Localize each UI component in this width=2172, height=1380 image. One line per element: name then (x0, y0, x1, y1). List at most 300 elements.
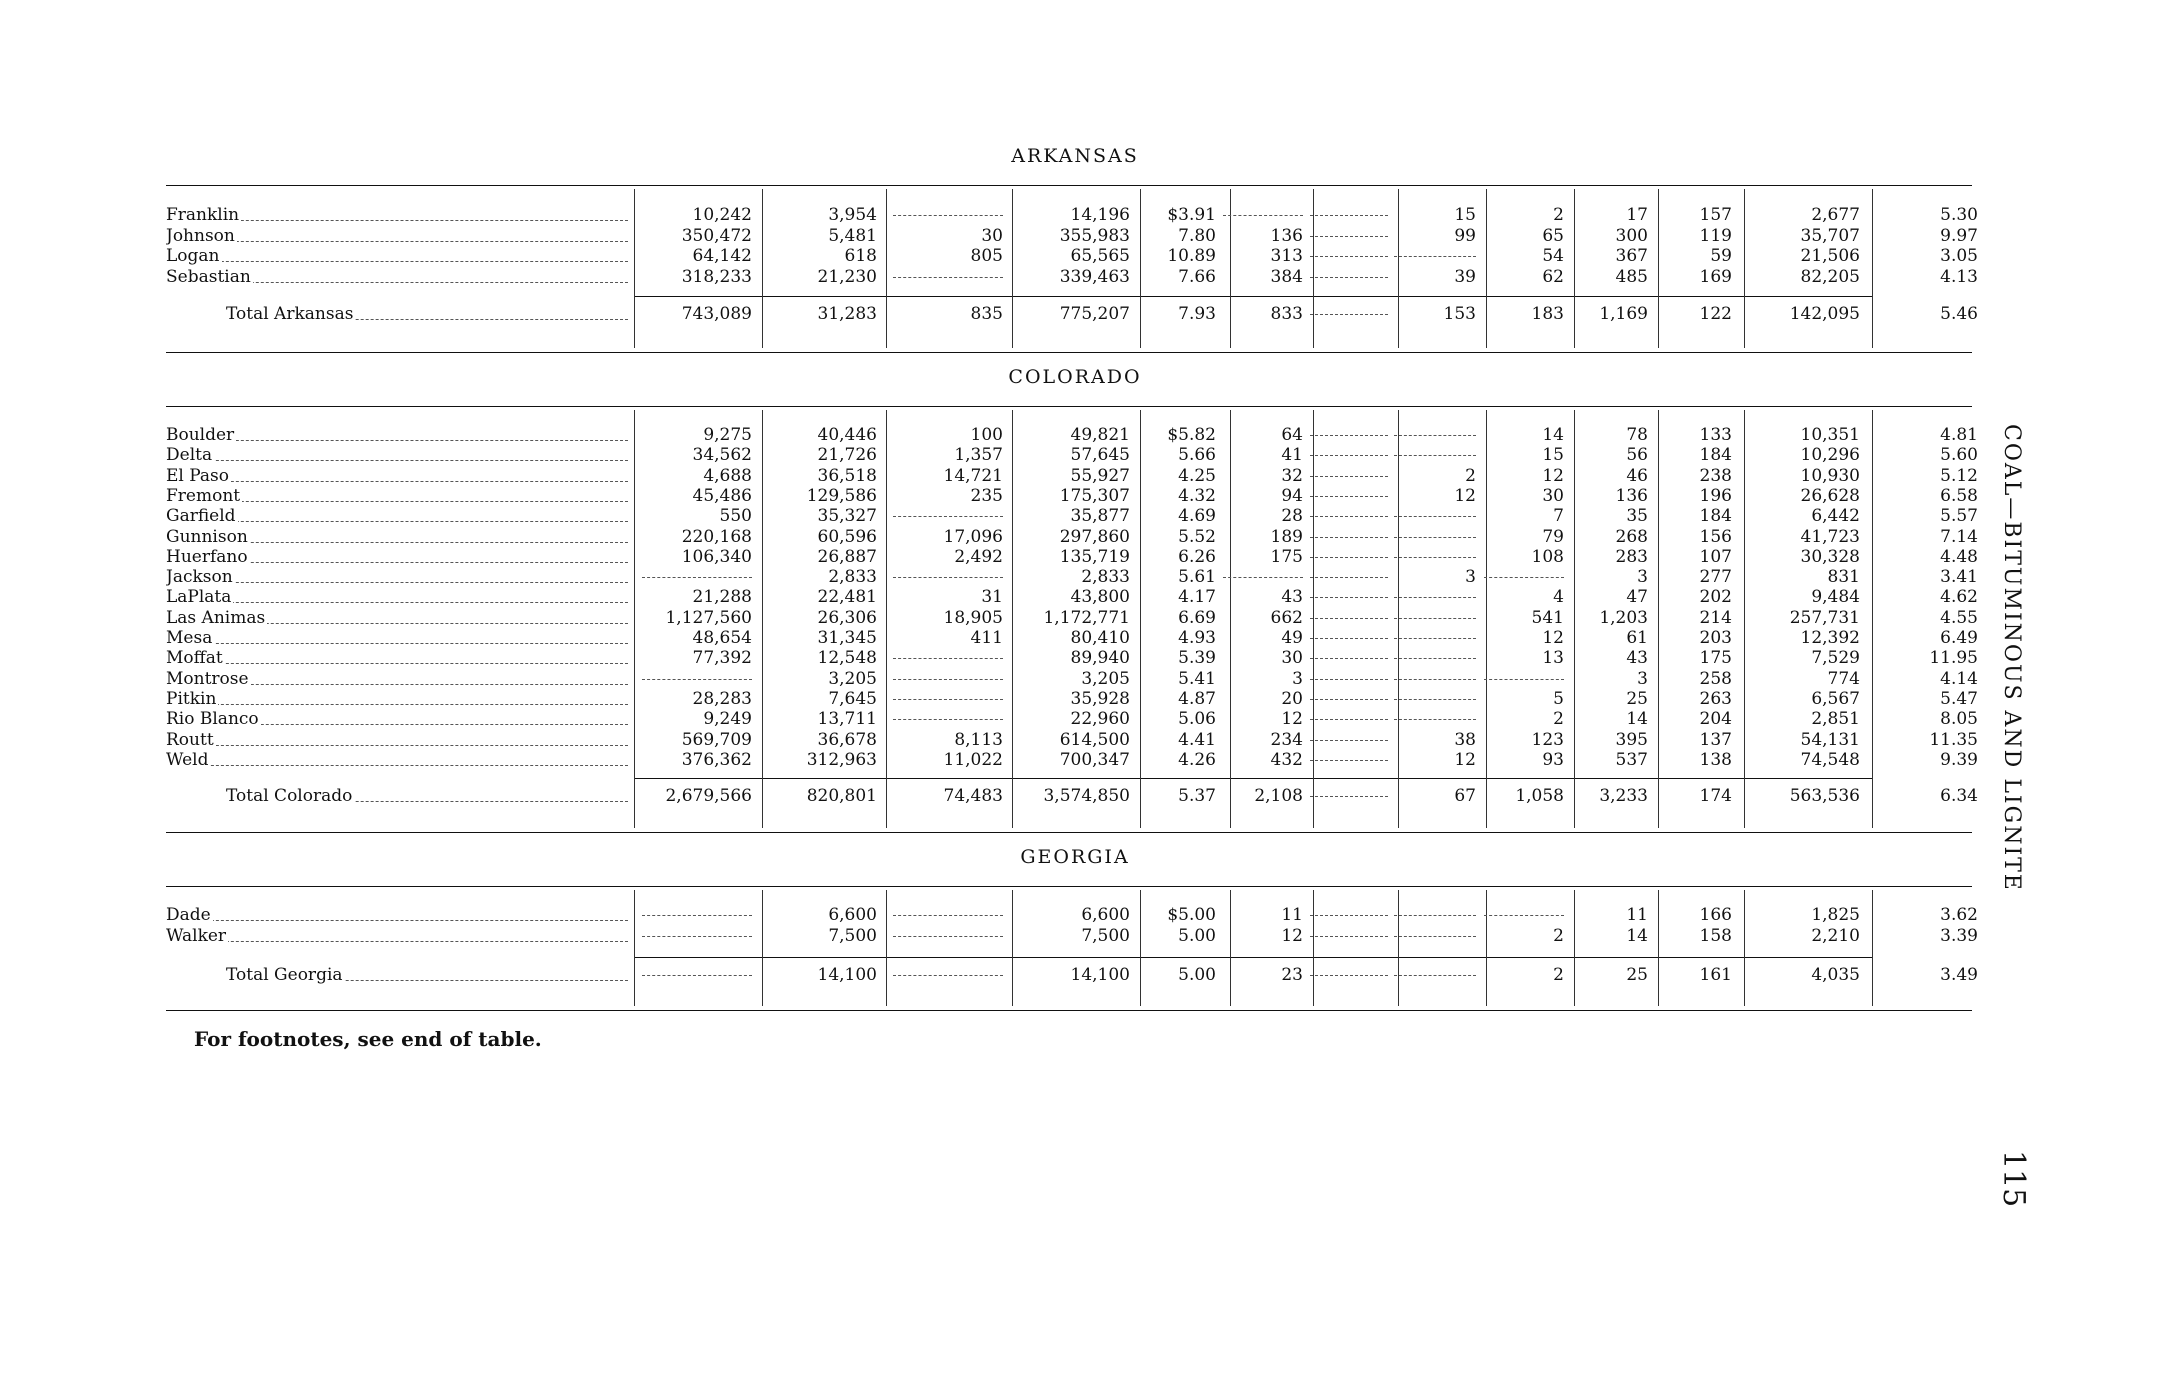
county-name (166, 669, 634, 689)
table-cell: 9,275 (703, 425, 752, 445)
table-cell: 26,628 (1800, 485, 1860, 506)
empty-cell-leader (642, 679, 752, 680)
county-name (166, 425, 634, 445)
total-label (226, 786, 634, 806)
table-cell: 662 (1270, 607, 1303, 628)
table-cell: 268 (1615, 526, 1648, 547)
empty-cell-leader (1394, 975, 1476, 976)
table-cell (1394, 445, 1476, 465)
table-cell: 25 (1626, 965, 1648, 985)
table-cell (1310, 246, 1388, 266)
section-top-rule (166, 406, 1972, 407)
table-cell: 17 (1626, 205, 1648, 225)
table-cell: 4.62 (1940, 587, 1978, 608)
table-cell: 64 (1281, 425, 1303, 445)
table-cell: 55,927 (1070, 465, 1130, 486)
table-cell: 119 (1699, 225, 1732, 246)
table-cell: 6.69 (1178, 607, 1216, 628)
table-cell (1394, 648, 1476, 668)
table-cell: 36,678 (817, 729, 877, 750)
total-label (226, 965, 634, 985)
county-row (0, 608, 2172, 628)
table-cell: 3.49 (1940, 965, 1978, 985)
county-name-text: Montrose (166, 668, 249, 689)
table-cell: 142,095 (1789, 304, 1860, 324)
county-row (0, 926, 2172, 946)
table-cell (1310, 709, 1388, 729)
table-cell (1394, 527, 1476, 547)
section-title-georgia: GEORGIA (1020, 846, 1130, 868)
county-name-text: Moffat (166, 648, 223, 669)
table-cell: 28 (1281, 506, 1303, 527)
empty-cell-leader (893, 975, 1003, 976)
table-cell: 157 (1699, 205, 1732, 225)
table-cell: 3 (1637, 668, 1648, 689)
table-cell: 67 (1454, 786, 1476, 806)
table-cell: 1,825 (1811, 905, 1860, 925)
table-cell (642, 567, 752, 587)
empty-cell-leader (1394, 435, 1476, 436)
table-cell: 26,306 (817, 607, 877, 628)
table-cell: 21,230 (817, 266, 877, 287)
empty-cell-leader (1484, 679, 1564, 680)
table-cell (893, 205, 1003, 225)
table-cell: 6.26 (1178, 546, 1216, 567)
table-cell: 25 (1626, 688, 1648, 709)
table-cell: $5.82 (1167, 425, 1216, 445)
county-name-text: Mesa (166, 628, 213, 648)
total-rule (634, 957, 1872, 958)
table-cell: 3.39 (1940, 925, 1978, 946)
table-cell: 9,249 (703, 709, 752, 730)
table-cell: 2,677 (1811, 205, 1860, 225)
empty-cell-leader (1394, 719, 1476, 720)
table-cell: 3,205 (828, 668, 877, 689)
table-cell (1394, 905, 1476, 925)
empty-cell-leader (1310, 455, 1388, 456)
table-cell: 184 (1699, 445, 1732, 466)
county-row (0, 669, 2172, 689)
table-cell: 355,983 (1059, 225, 1130, 246)
county-name (166, 709, 634, 729)
county-row (0, 689, 2172, 709)
table-cell: 49,821 (1070, 425, 1130, 445)
table-cell: 21,288 (692, 587, 752, 608)
table-cell: 3,205 (1081, 668, 1130, 689)
table-cell (1310, 506, 1388, 526)
table-cell: 220,168 (681, 526, 752, 547)
table-cell: 831 (1827, 567, 1860, 588)
table-cell: 774 (1827, 668, 1860, 689)
county-row (0, 486, 2172, 506)
empty-cell-leader (1394, 658, 1476, 659)
county-name (166, 750, 634, 770)
table-cell: 7 (1553, 506, 1564, 527)
table-cell: 31 (981, 587, 1003, 608)
table-cell: 384 (1270, 266, 1303, 287)
table-cell: 26,887 (817, 546, 877, 567)
empty-cell-leader (1310, 277, 1388, 278)
table-cell: 3 (1292, 668, 1303, 689)
table-cell: 5 (1553, 688, 1564, 709)
empty-cell-leader (1310, 215, 1388, 216)
table-cell: 13 (1542, 648, 1564, 669)
table-cell: 5.00 (1178, 925, 1216, 946)
table-cell: 174 (1699, 786, 1732, 806)
table-cell (1394, 689, 1476, 709)
table-cell: 2 (1553, 965, 1564, 985)
table-cell: 3,233 (1599, 786, 1648, 806)
table-cell: 485 (1615, 266, 1648, 287)
table-cell (1310, 905, 1388, 925)
table-cell: 10,930 (1800, 465, 1860, 486)
empty-cell-leader (1310, 577, 1388, 578)
county-row (0, 648, 2172, 668)
table-cell (1310, 226, 1388, 246)
table-cell: 3 (1465, 567, 1476, 588)
county-row (0, 246, 2172, 266)
table-cell: 94 (1281, 485, 1303, 506)
table-cell: 30,328 (1800, 546, 1860, 567)
county-name (166, 567, 634, 587)
table-cell: 6,600 (1081, 905, 1130, 925)
table-cell: 14,100 (817, 965, 877, 985)
empty-cell-leader (1223, 577, 1303, 578)
page-number: 115 (1996, 1150, 2031, 1208)
table-cell (1484, 669, 1564, 689)
table-cell: 82,205 (1800, 266, 1860, 287)
table-cell: 14 (1542, 425, 1564, 445)
section-title-arkansas: ARKANSAS (1011, 145, 1139, 167)
section-top-rule (166, 185, 1972, 186)
table-cell: 4.26 (1178, 749, 1216, 770)
county-row (0, 587, 2172, 607)
empty-cell-leader (1484, 915, 1564, 916)
table-cell: 169 (1699, 266, 1732, 287)
empty-cell-leader (1394, 618, 1476, 619)
table-cell (1310, 205, 1388, 225)
county-row (0, 628, 2172, 648)
table-cell: 56 (1626, 445, 1648, 466)
table-cell: 35 (1626, 506, 1648, 527)
table-cell: 41,723 (1800, 526, 1860, 547)
table-cell: 5.37 (1178, 786, 1216, 806)
table-cell (1394, 547, 1476, 567)
table-cell: 14,196 (1070, 205, 1130, 225)
table-cell: 339,463 (1059, 266, 1130, 287)
table-cell: 2 (1553, 925, 1564, 946)
table-cell: 263 (1699, 688, 1732, 709)
empty-cell-leader (893, 915, 1003, 916)
table-cell: 4.32 (1178, 485, 1216, 506)
county-name (166, 527, 634, 547)
table-cell: 22,481 (817, 587, 877, 608)
county-row (0, 205, 2172, 225)
table-cell: 7.80 (1178, 225, 1216, 246)
table-cell: 35,877 (1070, 506, 1130, 527)
table-cell: 805 (970, 246, 1003, 266)
empty-cell-leader (1394, 455, 1476, 456)
empty-cell-leader (1310, 236, 1388, 237)
table-cell: 15 (1542, 445, 1564, 466)
county-row (0, 750, 2172, 770)
empty-cell-leader (1310, 638, 1388, 639)
empty-cell-leader (1310, 618, 1388, 619)
table-cell: 2 (1465, 465, 1476, 486)
table-cell: 743,089 (681, 304, 752, 324)
county-row (0, 267, 2172, 287)
table-cell: 175 (1270, 546, 1303, 567)
table-cell: 175 (1699, 648, 1732, 669)
table-cell: 12,548 (817, 648, 877, 669)
table-cell: 74,548 (1800, 749, 1860, 770)
table-cell: 122 (1699, 304, 1732, 324)
empty-cell-leader (1310, 476, 1388, 477)
county-row (0, 466, 2172, 486)
county-name (166, 466, 634, 486)
table-cell: 31,345 (817, 628, 877, 648)
table-cell: 9.39 (1940, 749, 1978, 770)
table-cell (1394, 669, 1476, 689)
table-cell: 8,113 (954, 729, 1003, 750)
empty-cell-leader (1394, 915, 1476, 916)
total-row (0, 304, 2172, 324)
table-cell: 35,327 (817, 506, 877, 527)
table-cell (1484, 567, 1564, 587)
table-cell: 49 (1281, 628, 1303, 648)
empty-cell-leader (1394, 537, 1476, 538)
table-cell: 2,108 (1254, 786, 1303, 806)
county-row (0, 567, 2172, 587)
table-cell: 318,233 (681, 266, 752, 287)
empty-cell-leader (1310, 658, 1388, 659)
table-cell: 135,719 (1059, 546, 1130, 567)
table-cell (893, 669, 1003, 689)
table-cell: 12 (1454, 749, 1476, 770)
empty-cell-leader (1310, 537, 1388, 538)
table-cell: 38 (1454, 729, 1476, 750)
table-cell: $3.91 (1167, 205, 1216, 225)
table-cell: 4.48 (1940, 546, 1978, 567)
table-cell (1310, 527, 1388, 547)
table-cell (1223, 567, 1303, 587)
table-cell: 4,688 (703, 465, 752, 486)
table-cell: 350,472 (681, 225, 752, 246)
table-cell: 10,351 (1800, 425, 1860, 445)
table-cell: 12 (1454, 485, 1476, 506)
table-cell: 5.66 (1178, 445, 1216, 466)
table-cell: 93 (1542, 749, 1564, 770)
table-cell: 5.30 (1940, 205, 1978, 225)
table-cell: 5.39 (1178, 648, 1216, 669)
table-cell: 80,410 (1070, 628, 1130, 648)
table-cell (893, 267, 1003, 287)
total-label (226, 304, 634, 324)
county-row (0, 730, 2172, 750)
empty-cell-leader (1310, 679, 1388, 680)
table-cell: 6.34 (1940, 786, 1978, 806)
table-cell: 4,035 (1811, 965, 1860, 985)
county-name-text: Delta (166, 445, 213, 466)
empty-cell-leader (893, 719, 1003, 720)
empty-cell-leader (1394, 638, 1476, 639)
empty-cell-leader (893, 277, 1003, 278)
empty-cell-leader (642, 975, 752, 976)
county-name-text: El Paso (166, 465, 230, 486)
table-cell: 6,567 (1811, 688, 1860, 709)
table-cell: 203 (1699, 628, 1732, 648)
county-name (166, 486, 634, 506)
table-cell: 5.60 (1940, 445, 1978, 466)
table-cell (1310, 730, 1388, 750)
county-name-text: Garfield (166, 506, 236, 527)
table-cell: 2,492 (954, 546, 1003, 567)
table-cell: 700,347 (1059, 749, 1130, 770)
table-cell: 204 (1699, 709, 1732, 730)
county-name (166, 926, 634, 946)
table-cell: 35,928 (1070, 688, 1130, 709)
table-cell: 3.05 (1940, 246, 1978, 266)
table-cell (1223, 205, 1303, 225)
table-cell: 11.95 (1929, 648, 1978, 669)
empty-cell-leader (1310, 740, 1388, 741)
total-rule (634, 778, 1872, 779)
empty-cell-leader (1310, 936, 1388, 937)
table-cell: 4.14 (1940, 668, 1978, 689)
table-cell (1310, 587, 1388, 607)
county-name (166, 205, 634, 225)
county-name-text: Pitkin (166, 688, 217, 709)
county-name (166, 445, 634, 465)
empty-cell-leader (893, 679, 1003, 680)
table-cell: 78 (1626, 425, 1648, 445)
table-cell: 7.66 (1178, 266, 1216, 287)
table-cell (1310, 304, 1388, 324)
table-cell: 7,529 (1811, 648, 1860, 669)
table-cell (1484, 905, 1564, 925)
empty-cell-leader (1223, 215, 1303, 216)
empty-cell-leader (1310, 760, 1388, 761)
table-cell: 6.49 (1940, 628, 1978, 648)
table-cell: 31,283 (817, 304, 877, 324)
total-label-text: Total Georgia (226, 965, 343, 985)
table-cell: 12 (1542, 465, 1564, 486)
table-cell: 74,483 (943, 786, 1003, 806)
table-cell: 138 (1699, 749, 1732, 770)
table-cell: 367 (1615, 246, 1648, 266)
county-name-text: Las Animas (166, 607, 266, 628)
table-cell: 7.93 (1178, 304, 1216, 324)
table-cell: 376,362 (681, 749, 752, 770)
empty-cell-leader (1310, 699, 1388, 700)
table-cell: 57,645 (1070, 445, 1130, 466)
table-cell (1310, 267, 1388, 287)
empty-cell-leader (1310, 314, 1388, 315)
county-name (166, 226, 634, 246)
table-cell (1310, 669, 1388, 689)
table-cell (1310, 965, 1388, 985)
table-cell: 21,506 (1800, 246, 1860, 266)
table-cell: 100 (970, 425, 1003, 445)
table-cell: 614,500 (1059, 729, 1130, 750)
table-cell: 8.05 (1940, 709, 1978, 730)
table-cell: 11 (1281, 905, 1303, 925)
section-title-colorado: COLORADO (1008, 366, 1142, 388)
table-cell: 175,307 (1059, 485, 1130, 506)
total-row (0, 965, 2172, 985)
table-cell: 833 (1270, 304, 1303, 324)
table-cell: 14,100 (1070, 965, 1130, 985)
table-cell (1310, 689, 1388, 709)
table-cell: 4.81 (1940, 425, 1978, 445)
empty-cell-leader (1394, 679, 1476, 680)
county-name (166, 628, 634, 648)
table-cell: 7,645 (828, 688, 877, 709)
table-cell (1394, 965, 1476, 985)
footnote: For footnotes, see end of table. (194, 1027, 542, 1051)
table-cell: 153 (1443, 304, 1476, 324)
empty-cell-leader (642, 915, 752, 916)
table-cell: 297,860 (1059, 526, 1130, 547)
table-cell: 283 (1615, 546, 1648, 567)
table-cell: 166 (1699, 905, 1732, 925)
table-cell: 11 (1626, 905, 1648, 925)
empty-cell-leader (1310, 256, 1388, 257)
empty-cell-leader (642, 936, 752, 937)
table-cell: 4.87 (1178, 688, 1216, 709)
table-cell (1310, 547, 1388, 567)
county-name (166, 905, 634, 925)
table-cell: 5.41 (1178, 668, 1216, 689)
table-cell: 5.61 (1178, 567, 1216, 588)
empty-cell-leader (1310, 796, 1388, 797)
table-cell: 59 (1710, 246, 1732, 266)
table-cell: 15 (1454, 205, 1476, 225)
empty-cell-leader (893, 658, 1003, 659)
county-name-text: Weld (166, 749, 209, 770)
empty-cell-leader (1310, 719, 1388, 720)
table-cell: 238 (1699, 465, 1732, 486)
table-cell: 2,833 (1081, 567, 1130, 588)
table-cell: 41 (1281, 445, 1303, 466)
table-cell: 5.00 (1178, 965, 1216, 985)
table-cell: 107 (1699, 546, 1732, 567)
empty-cell-leader (1310, 915, 1388, 916)
table-cell: 40,446 (817, 425, 877, 445)
table-cell: 300 (1615, 225, 1648, 246)
total-row (0, 786, 2172, 806)
table-cell (642, 905, 752, 925)
table-cell: 11,022 (943, 749, 1003, 770)
empty-cell-leader (893, 936, 1003, 937)
table-cell: 820,801 (806, 786, 877, 806)
table-cell: 28,283 (692, 688, 752, 709)
table-cell (642, 965, 752, 985)
table-cell (1394, 628, 1476, 648)
table-cell: 62 (1542, 266, 1564, 287)
table-cell: 257,731 (1789, 607, 1860, 628)
county-name-text: Jackson (166, 567, 233, 588)
table-cell: 156 (1699, 526, 1732, 547)
running-title: COAL—BITUMINOUS AND LIGNITE (1999, 424, 2024, 892)
table-cell (1310, 648, 1388, 668)
table-cell (1310, 445, 1388, 465)
empty-cell-leader (642, 577, 752, 578)
table-cell: 64,142 (692, 246, 752, 266)
table-cell: 3.41 (1940, 567, 1978, 588)
table-cell: 312,963 (806, 749, 877, 770)
total-label-text: Total Arkansas (226, 304, 354, 324)
